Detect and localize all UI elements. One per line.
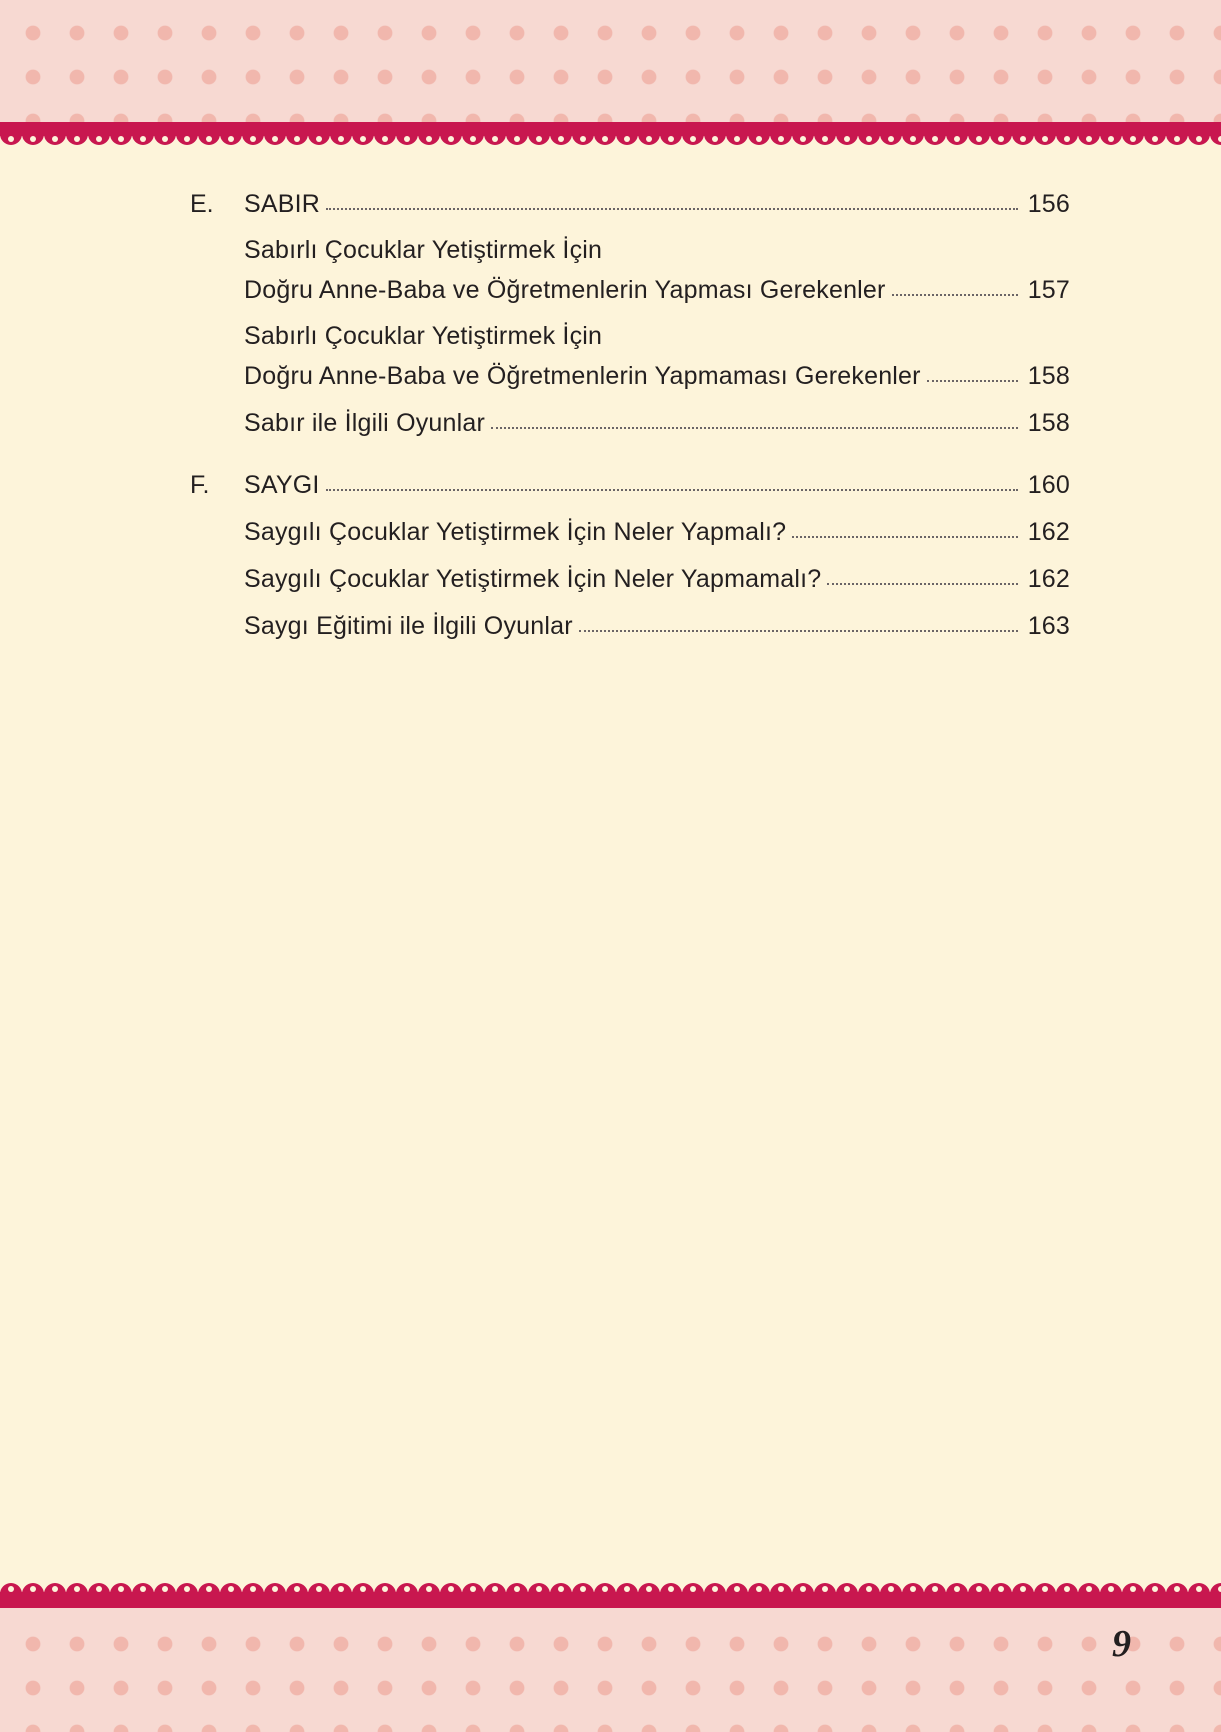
toc-entry-text: Doğru Anne-Baba ve Öğretmenlerin Yapması Gerekenler <box>244 276 886 304</box>
toc-entry-line: Sabırlı Çocuklar Yetiştirmek İçin <box>244 236 603 264</box>
dot-leader <box>579 629 1018 632</box>
toc-entry-saygi-yapmamali[interactable] <box>244 565 1070 594</box>
section-letter: E. <box>190 190 214 218</box>
page-ref: 157 <box>1027 276 1070 304</box>
dot-leader <box>491 426 1018 429</box>
toc-entry-sabir-oyunlar[interactable] <box>244 409 1070 438</box>
dot-leader <box>326 207 1018 210</box>
bottom-polka-dot-band <box>0 1608 1221 1732</box>
toc-entry-saygi-yapmali[interactable] <box>244 518 1070 547</box>
toc-entry-text: Saygılı Çocuklar Yetiştirmek İçin Neler Yapmalı? <box>244 518 787 546</box>
page-number: 9 <box>1112 1623 1131 1665</box>
dot-leader <box>927 379 1018 382</box>
section-title: SAYGI <box>244 471 320 499</box>
page-ref: 163 <box>1027 612 1070 640</box>
toc-entry-line: Sabırlı Çocuklar Yetiştirmek İçin <box>244 322 603 350</box>
toc-entry-saygi[interactable] <box>244 471 1070 500</box>
toc-entry-text: Saygılı Çocuklar Yetiştirmek İçin Neler Yapmamalı? <box>244 565 822 593</box>
bottom-border-stripe <box>0 1594 1221 1608</box>
page-ref: 156 <box>1027 190 1070 218</box>
dot-leader <box>827 582 1018 585</box>
page-ref: 160 <box>1027 471 1070 499</box>
dot-leader <box>892 293 1018 296</box>
top-scalloped-lace-border <box>0 128 1221 156</box>
toc-entry-text: Saygı Eğitimi ile İlgili Oyunlar <box>244 612 573 640</box>
toc-entry-sabir-yapmamasi[interactable] <box>244 362 1070 391</box>
dot-leader <box>792 535 1018 538</box>
section-letter: F. <box>190 471 210 499</box>
toc-entry-sabir-yapmasi[interactable] <box>244 276 1070 305</box>
page-ref: 162 <box>1027 518 1070 546</box>
toc-entry-sabir[interactable] <box>244 190 1070 219</box>
top-polka-dot-band <box>0 0 1221 122</box>
page-ref: 162 <box>1027 565 1070 593</box>
section-title: SABIR <box>244 190 321 218</box>
dot-leader <box>326 488 1018 491</box>
page-ref: 158 <box>1027 362 1070 390</box>
toc-entry-text: Doğru Anne-Baba ve Öğretmenlerin Yapmaması Gerekenler <box>244 362 921 390</box>
toc-entry-saygi-oyunlar[interactable] <box>244 612 1070 641</box>
page-ref: 158 <box>1027 409 1070 437</box>
toc-entry-text: Sabır ile İlgili Oyunlar <box>244 409 486 437</box>
